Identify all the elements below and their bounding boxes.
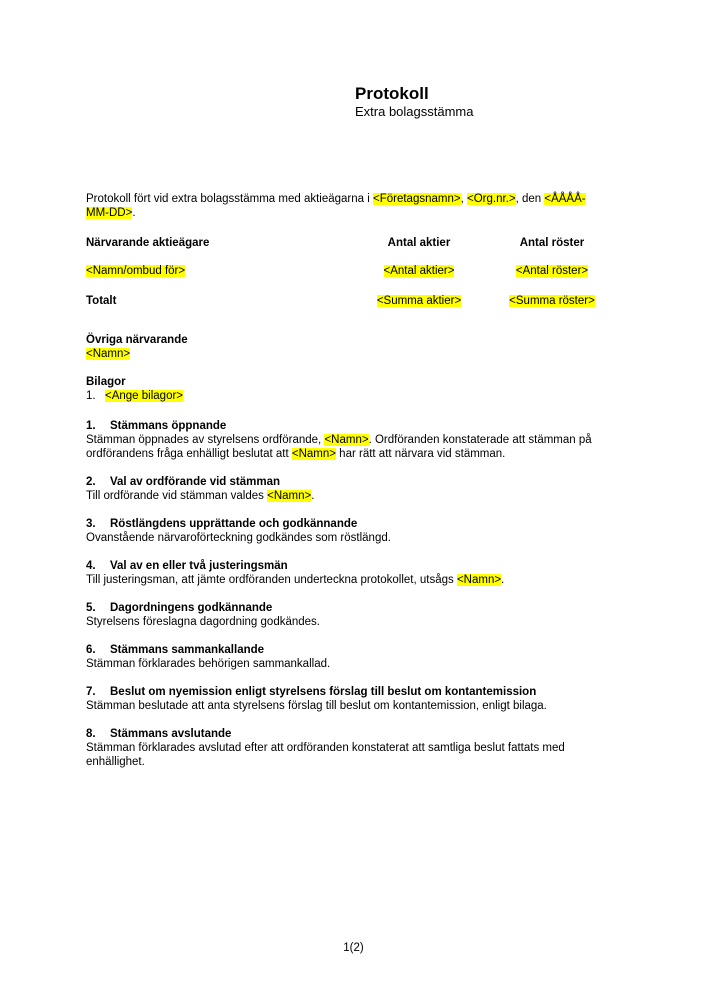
placeholder-highlight: MM-DD> bbox=[86, 207, 133, 219]
attendance-votes-cell bbox=[482, 264, 622, 278]
page-footer bbox=[0, 941, 707, 955]
section-body bbox=[86, 741, 622, 769]
text-segment: Till justeringsman, att jämte ordföranden underteckna protokollet, utsågs bbox=[86, 574, 457, 586]
section-number: 6. bbox=[86, 644, 96, 656]
page-number: 1(2) bbox=[343, 942, 364, 954]
placeholder-highlight: <Summa aktier> bbox=[376, 295, 462, 307]
section-title: Val av en eller två justeringsmän bbox=[110, 560, 288, 572]
section-heading bbox=[86, 517, 622, 531]
section-heading bbox=[86, 685, 622, 699]
text-segment: Stämman beslutade att anta styrelsens förslag till beslut om kontantemission, enligt bilaga. bbox=[86, 700, 547, 712]
section-body bbox=[86, 615, 622, 629]
agenda-section bbox=[86, 727, 622, 769]
document-title: Protokoll bbox=[355, 84, 429, 103]
agenda-section bbox=[86, 419, 622, 461]
placeholder-highlight: <Summa röster> bbox=[509, 295, 595, 307]
section-heading bbox=[86, 419, 622, 433]
placeholder-highlight: <Namn> bbox=[267, 490, 312, 502]
attendance-shares-cell bbox=[356, 264, 482, 278]
section-number: 3. bbox=[86, 518, 96, 530]
section-number: 8. bbox=[86, 728, 96, 740]
section-title: Stämmans sammankallande bbox=[110, 644, 265, 656]
section-title: Beslut om nyemission enligt styrelsens förslag till beslut om kontantemission bbox=[110, 686, 537, 698]
section-body bbox=[86, 657, 622, 671]
section-number: 2. bbox=[86, 476, 96, 488]
attachment-item-number: 1. bbox=[86, 390, 96, 402]
attendance-total-row bbox=[86, 294, 622, 308]
section-title: Stämmans avslutande bbox=[110, 728, 232, 740]
agenda-sections bbox=[86, 419, 622, 769]
title-block bbox=[355, 84, 622, 120]
text-segment: har rätt att närvara vid stämman. bbox=[335, 448, 506, 460]
placeholder-highlight: <Org.nr.> bbox=[466, 193, 516, 205]
section-body bbox=[86, 699, 622, 713]
section-heading bbox=[86, 559, 622, 573]
section-heading bbox=[86, 601, 622, 615]
section-body bbox=[86, 433, 622, 461]
text-segment: Ovanstående närvaroförteckning godkändes som röstlängd. bbox=[86, 532, 391, 544]
attachments-block bbox=[86, 375, 622, 403]
section-body bbox=[86, 573, 622, 587]
section-number: 4. bbox=[86, 560, 96, 572]
placeholder-highlight: <Namn/ombud för> bbox=[86, 265, 186, 277]
agenda-section bbox=[86, 685, 622, 713]
section-title: Val av ordförande vid stämman bbox=[110, 476, 281, 488]
agenda-section bbox=[86, 601, 622, 629]
others-present-value bbox=[86, 347, 622, 361]
text-segment: Protokoll fört vid extra bolagsstämma med aktieägarna i bbox=[86, 193, 373, 205]
attachment-item bbox=[86, 389, 622, 403]
attendance-table bbox=[86, 236, 622, 308]
section-body bbox=[86, 489, 622, 503]
placeholder-highlight: <Namn> bbox=[324, 434, 369, 446]
section-heading bbox=[86, 475, 622, 489]
section-heading bbox=[86, 643, 622, 657]
text-segment: Till ordförande vid stämman valdes bbox=[86, 490, 268, 502]
section-title: Dagordningens godkännande bbox=[110, 602, 273, 614]
section-number: 5. bbox=[86, 602, 96, 614]
section-title: Röstlängdens upprättande och godkännande bbox=[110, 518, 358, 530]
text-segment: Styrelsens föreslagna dagordning godkändes. bbox=[86, 616, 320, 628]
text-segment: Stämman öppnades av styrelsens ordförande, bbox=[86, 434, 325, 446]
text-segment: Stämman förklarades behörigen sammankallad. bbox=[86, 658, 331, 670]
placeholder-highlight: <Antal aktier> bbox=[383, 265, 455, 277]
attendance-header-row bbox=[86, 236, 622, 250]
agenda-section bbox=[86, 517, 622, 545]
section-number: 1. bbox=[86, 420, 96, 432]
placeholder-highlight: <Namn> bbox=[456, 574, 502, 586]
text-segment: Stämman förklarades avslutad efter att ordföranden konstaterat att samtliga beslut fattats med enhällighet. bbox=[86, 742, 565, 768]
text-segment: , bbox=[460, 193, 467, 205]
text-segment: . bbox=[501, 574, 505, 586]
placeholder-highlight: <Företagsnamn> bbox=[373, 193, 461, 205]
intro-paragraph bbox=[86, 192, 622, 220]
attendance-header-votes: Antal röster bbox=[519, 237, 585, 249]
attendance-value-row bbox=[86, 264, 622, 278]
text-segment: . bbox=[132, 207, 136, 219]
attendance-header-shares: Antal aktier bbox=[387, 237, 451, 249]
agenda-section bbox=[86, 643, 622, 671]
placeholder-highlight: <Namn> bbox=[291, 448, 336, 460]
placeholder-highlight: <ÅÅÅÅ- bbox=[544, 193, 586, 205]
attendance-total-shares-cell bbox=[356, 294, 482, 308]
attachments-label: Bilagor bbox=[86, 376, 126, 388]
others-present-label: Övriga närvarande bbox=[86, 334, 188, 346]
section-title: Stämmans öppnande bbox=[110, 420, 227, 432]
others-present-block bbox=[86, 333, 622, 361]
attendance-name-cell bbox=[86, 264, 356, 278]
attendance-header-shareholders: Närvarande aktieägare bbox=[86, 237, 210, 249]
section-body bbox=[86, 531, 622, 545]
placeholder-highlight: <Namn> bbox=[86, 348, 131, 360]
document-subtitle: Extra bolagsstämma bbox=[355, 104, 474, 119]
attendance-total-votes-cell bbox=[482, 294, 622, 308]
section-heading bbox=[86, 727, 622, 741]
text-segment: . bbox=[311, 490, 315, 502]
placeholder-highlight: <Antal röster> bbox=[515, 265, 589, 277]
agenda-section bbox=[86, 559, 622, 587]
text-segment: . Ordföranden konstaterade att stämman på ordförandens fråga enhälligt beslutat att bbox=[86, 434, 592, 460]
placeholder-highlight: <Ange bilagor> bbox=[105, 390, 184, 402]
section-number: 7. bbox=[86, 686, 96, 698]
text-segment: , den bbox=[515, 193, 545, 205]
attendance-total-label: Totalt bbox=[86, 295, 117, 307]
agenda-section bbox=[86, 475, 622, 503]
